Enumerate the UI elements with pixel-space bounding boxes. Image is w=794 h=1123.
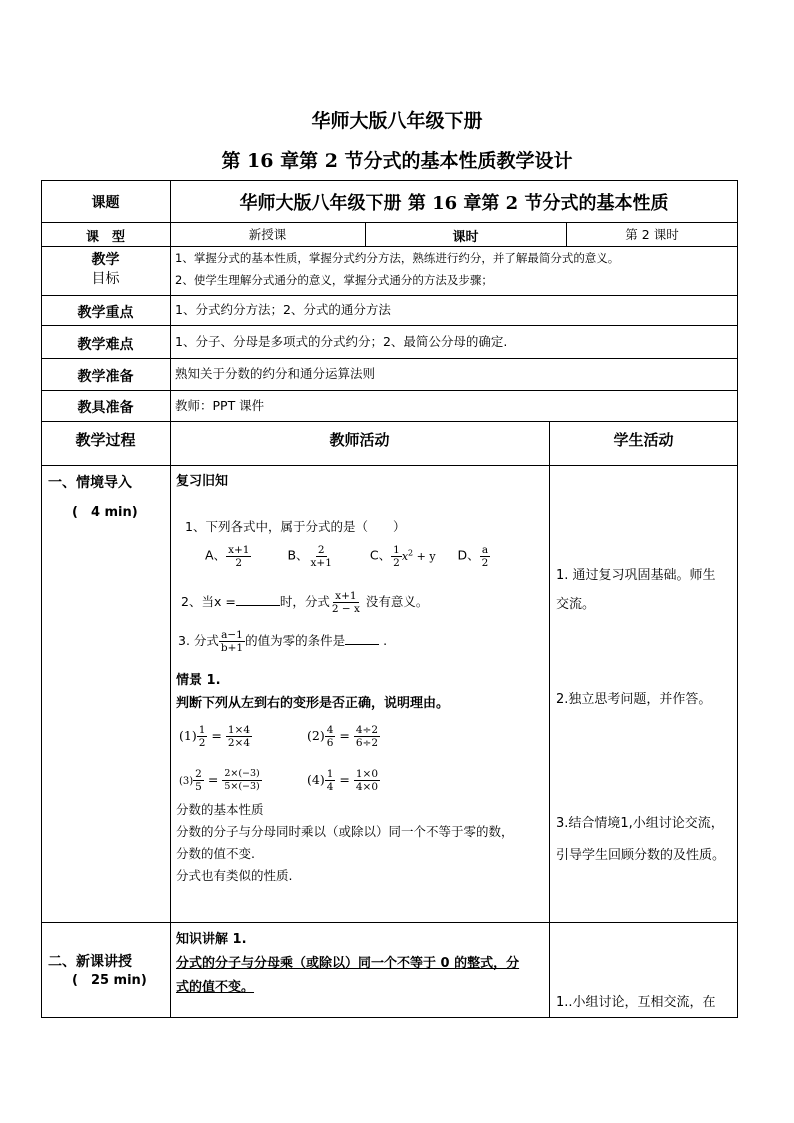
knowledge-title: 知识讲解 1. [176,932,247,947]
question-2: 2、当x = 时，分式 $\frac{x+1}{2 - x}$ 没有意义。 [181,590,429,615]
answer-blank [236,605,280,606]
scene-title: 情景 1. [176,673,221,688]
tool-label: 教具准备 [77,400,134,416]
goal-line-2: 2、使学生理解分式通分的意义，掌握分式通分的方法及步骤； [175,273,493,287]
topic-label: 课题 [91,195,120,211]
student-activity-4: 1..小组讨论，互相交流，在 [556,995,716,1010]
review-title: 复习旧知 [176,474,229,489]
property-line-1: 分数的分子与分母同时乘以（或除以）同一个不等于零的数， [176,824,514,839]
example-4: (4) $\frac{1}{4}$ = $\frac{1\times 0}{4\times 0}$ [307,768,379,793]
example-1: (1) $\frac{1}{2}$ = $\frac{1\times 4}{2\times 4}$ [179,724,251,749]
stage-2-time: ( 25 min) [72,973,147,988]
question-3: 3. 分式 $\frac{a-1}{b+1}$ 的值为零的条件是 . [178,629,388,654]
goal-label-line2: 目标 [91,271,120,287]
tool-value: 教师：PPT 课件 [175,398,265,413]
type-value: 新授课 [248,227,287,242]
topic-value: 华师大版八年级下册 第 16 章第 2 节分式的基本性质 [239,193,669,214]
option-a-fraction: $\frac{x+1}{2}$ [228,543,250,569]
teacher-activity-header: 教师活动 [329,431,390,449]
option-d-fraction: $\frac{a}{2}$ [481,543,489,569]
difficulty-label: 教学难点 [77,337,134,353]
process-header: 教学过程 [75,431,136,449]
option-d-label: D、 [457,547,480,563]
property-line-2: 分数的值不变. [176,846,255,861]
knowledge-line-2: 式的值不变。 [176,980,255,995]
knowledge-line-1: 分式的分子与分母乘（或除以）同一个不等于 0 的整式，分 [176,956,520,971]
stage-2-label: 二、新课讲授 [48,954,132,970]
prep-label: 教学准备 [77,369,134,385]
option-c-label: C、 [369,547,392,563]
student-activity-3b: 引导学生回顾分数的及性质。 [556,848,726,863]
scene-question: 判断下列从左到右的变形是否正确，说明理由。 [176,696,450,711]
difficulty-value: 1、分子、分母是多项式的分式约分；2、最简公分母的确定. [175,334,508,349]
period-value: 第 2 课时 [625,227,679,242]
goal-line-1: 1、掌握分式的基本性质，掌握分式约分方法，熟练进行约分，并了解最简分式的意义。 [175,251,620,265]
student-activity-header: 学生活动 [613,431,674,449]
goal-label [41,251,170,289]
question-1: 1、下列各式中，属于分式的是（ ） [185,519,406,534]
option-c-fraction: $\frac{1}{2}$ [393,543,400,569]
option-a-label: A、 [205,547,227,563]
period-label: 课时 [452,230,479,245]
student-activity-3: 3.结合情境1,小组讨论交流， [556,816,724,831]
question-1-options: A、 $\frac{x+1}{2}$ B、 $\frac{2}{x+1}$ C、 $\frac{1}{2}$ $x^2 + y$ D、 $\frac{a}{2}$ [205,543,489,569]
option-b-fraction: $\frac{2}{x+1}$ [310,543,332,569]
type-label: 课 型 [85,230,125,245]
stage-1-time: ( 4 min) [72,505,138,520]
student-activity-1: 1. 通过复习巩固基础。师生 [556,568,716,583]
document-title: 华师大版八年级下册 [311,110,483,132]
student-activity-2: 2.独立思考问题，并作答。 [556,692,712,707]
key-label: 教学重点 [77,305,134,321]
key-value: 1、分式约分方法；2、分式的通分方法 [175,302,391,317]
answer-blank [345,644,379,645]
example-2: (2) $\frac{4}{6}$ = $\frac{4\div 2}{6\div 2}$ [307,724,379,749]
document-subtitle: 第 16 章第 2 节分式的基本性质教学设计 [221,150,573,172]
stage-1-label: 一、情境导入 [48,475,132,491]
property-line-3: 分式也有类似的性质. [176,868,293,883]
option-b-label: B、 [287,547,309,563]
goal-label-line1: 教学 [91,252,120,268]
property-title: 分数的基本性质 [176,802,264,817]
example-3: (3) $\frac{2}{5}$ = $\frac{2\times(-3)}{5\times(-3)}$ [179,768,260,793]
student-activity-1b: 交流。 [556,597,596,612]
prep-value: 熟知关于分数的约分和通分运算法则 [175,366,376,381]
